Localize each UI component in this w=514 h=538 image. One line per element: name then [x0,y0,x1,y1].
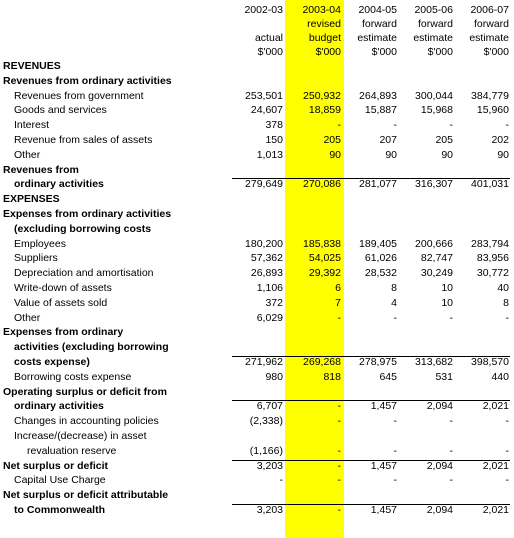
cell-value: 61,026 [364,252,397,265]
row-label: Net surplus or deficit attributable [3,489,169,502]
cell-value: 207 [379,134,397,146]
cell-value: 980 [265,370,283,383]
table-row [0,266,514,281]
cell-value: - [393,415,397,428]
row-label: Capital Use Charge [14,474,106,487]
column-unit: $'000 [257,46,283,58]
table-row [0,133,514,148]
table-row [0,414,514,429]
cell-value: 1,457 [370,504,397,516]
row-label: Goods and services [14,104,107,117]
cell-value: - [393,311,397,324]
total-rule [232,504,510,505]
column-unit: $'000 [315,46,341,58]
cell-value: - [337,474,341,487]
column-unit: $'000 [427,46,453,58]
row-label: Borrowing costs expense [14,370,132,383]
column-subheading: revised [307,18,341,30]
column-subheading: estimate [357,32,397,44]
cell-value: - [449,415,453,428]
table-row [0,340,514,355]
cell-value: - [449,444,453,457]
cell-value: 2,094 [426,459,453,472]
row-label: REVENUES [3,60,61,72]
cell-value: 316,307 [415,178,453,191]
row-label: Depreciation and amortisation [14,267,154,280]
table-row [0,296,514,311]
cell-value: 15,887 [364,104,397,117]
cell-value: 2,021 [482,400,509,413]
cell-value: - [505,119,509,132]
total-rule [232,178,510,179]
cell-value: - [337,415,341,428]
cell-value: 271,962 [245,356,283,368]
table-row [0,192,514,207]
row-label: Revenue from sales of assets [14,134,153,146]
table-row [0,473,514,488]
column-subheading: forward [473,18,509,30]
row-label: to Commonwealth [14,504,105,516]
cell-value: - [337,459,341,472]
cell-value: 205 [323,134,341,146]
row-label: Increase/(decrease) in asset [14,430,147,442]
table-row [0,488,514,503]
row-label: activities (excluding borrowing [14,341,169,354]
cell-value: 54,025 [308,252,341,265]
column-subheading: estimate [469,32,509,44]
cell-value: - [505,474,509,487]
row-label: Revenues from government [14,89,144,102]
cell-value: - [449,119,453,132]
table-row [0,59,514,74]
cell-value: 189,405 [359,237,397,250]
row-label: Other [14,311,41,324]
table-row [0,103,514,118]
row-label: Revenues from ordinary activities [3,74,172,87]
cell-value: 253,501 [245,89,283,102]
cell-value: 269,268 [303,356,341,368]
cell-value: 2,021 [482,504,509,516]
column-subheading: actual [254,32,283,44]
column-year: 2003-04 [302,4,341,16]
cell-value: 281,077 [359,178,397,191]
row-label: Expenses from ordinary activities [3,208,172,220]
cell-value: 4 [391,296,397,309]
cell-value: - [337,444,341,457]
cell-value: 83,956 [476,252,509,265]
cell-value: (1,166) [249,444,283,457]
cell-value: 180,200 [245,237,283,250]
cell-value: 401,031 [471,178,509,191]
cell-value: - [449,311,453,324]
cell-value: 18,859 [308,104,341,117]
cell-value: 2,094 [426,400,453,413]
cell-value: 1,457 [370,400,397,413]
cell-value: 300,044 [415,89,453,102]
table-row [0,177,514,192]
column-unit: $'000 [371,46,397,58]
row-label: Changes in accounting policies [14,415,159,428]
column-year: 2002-03 [244,4,283,16]
header-year-row [0,3,514,18]
cell-value: 250,932 [303,89,341,102]
row-label: Revenues from [3,163,79,176]
row-label: ordinary activities [14,400,104,413]
cell-value: 10 [441,296,453,309]
cell-value: 384,779 [471,89,509,102]
cell-value: 26,893 [250,267,283,280]
cell-value: 440 [491,370,509,383]
cell-value: 8 [391,282,397,294]
cell-value: - [449,474,453,487]
column-year: 2006-07 [470,4,509,16]
table-row [0,89,514,104]
column-subheading: budget [308,32,341,44]
cell-value: 279,649 [245,178,283,191]
cell-value: - [505,415,509,428]
cell-value: 2,021 [482,459,509,472]
cell-value: 40 [497,282,509,294]
cell-value: - [279,474,283,487]
total-rule [232,356,510,357]
cell-value: 264,893 [359,89,397,102]
table-row [0,444,514,459]
table-row [0,503,514,518]
header-sub2-row [0,31,514,46]
cell-value: 283,794 [471,237,509,250]
cell-value: - [393,119,397,132]
row-label: Value of assets sold [14,296,108,309]
cell-value: 15,960 [476,104,509,117]
cell-value: 3,203 [256,504,283,516]
table-row [0,163,514,178]
cell-value: - [505,444,509,457]
row-label: Suppliers [14,252,58,265]
column-year: 2005-06 [414,4,453,16]
row-label: Other [14,148,41,161]
cell-value: 6 [335,282,341,294]
cell-value: - [393,474,397,487]
cell-value: - [337,504,341,516]
column-subheading: forward [417,18,453,30]
row-label: costs expense) [14,356,90,368]
cell-value: 28,532 [364,267,397,280]
table-row [0,429,514,444]
cell-value: 378 [265,119,283,132]
cell-value: 82,747 [420,252,453,265]
cell-value: 2,094 [426,504,453,516]
cell-value: - [505,311,509,324]
cell-value: 1,013 [256,148,283,161]
column-unit: $'000 [483,46,509,58]
table-row [0,148,514,163]
cell-value: 10 [441,282,453,294]
cell-value: - [393,444,397,457]
cell-value: 30,249 [420,267,453,280]
row-label: (excluding borrowing costs [14,222,152,235]
cell-value: 90 [497,148,509,161]
table-row [0,118,514,133]
total-rule [232,460,510,461]
cell-value: 398,570 [471,356,509,368]
cell-value: 6,029 [256,311,283,324]
row-label: Interest [14,119,50,132]
cell-value: 531 [435,370,453,383]
cell-value: 15,968 [420,104,453,117]
table-row [0,74,514,89]
cell-value: 7 [335,296,341,309]
header-sub1-row [0,17,514,32]
cell-value: 202 [491,134,509,146]
column-year: 2004-05 [358,4,397,16]
cell-value: 90 [385,148,397,161]
table-row [0,237,514,252]
row-label: Write-down of assets [14,282,112,294]
cell-value: 818 [323,370,341,383]
cell-value: - [337,311,341,324]
cell-value: 372 [265,296,283,309]
total-rule [232,400,510,401]
cell-value: 57,362 [250,252,283,265]
cell-value: 645 [379,370,397,383]
table-row [0,281,514,296]
row-label: Net surplus or deficit [3,459,109,472]
cell-value: (2,338) [249,415,283,428]
cell-value: 24,607 [250,104,283,117]
cell-value: 8 [503,296,509,309]
column-subheading: estimate [413,32,453,44]
row-label: Expenses from ordinary [3,326,124,339]
cell-value: - [337,400,341,413]
table-row [0,355,514,370]
cell-value: 313,682 [415,356,453,368]
table-row [0,311,514,326]
table-row [0,251,514,266]
cell-value: 29,392 [308,267,341,280]
cell-value: 205 [435,134,453,146]
column-subheading: forward [361,18,397,30]
cell-value: 30,772 [476,267,509,280]
table-row [0,222,514,237]
cell-value: 200,666 [415,237,453,250]
cell-value: 90 [441,148,453,161]
row-label: Operating surplus or deficit from [3,385,167,398]
cell-value: 90 [329,148,341,161]
row-label: Employees [14,237,66,250]
cell-value: - [337,119,341,132]
cell-value: 185,838 [303,237,341,250]
cell-value: 278,975 [359,356,397,368]
table-row [0,325,514,340]
cell-value: 1,106 [256,282,283,294]
row-label: EXPENSES [3,193,60,206]
table-row [0,459,514,474]
table-row [0,385,514,400]
cell-value: 6,707 [256,400,283,413]
row-label: revaluation reserve [27,444,117,457]
table-row [0,370,514,385]
table-row [0,399,514,414]
header-unit-row [0,45,514,60]
cell-value: 150 [265,134,283,146]
cell-value: 1,457 [370,459,397,472]
cell-value: 270,086 [303,178,341,191]
cell-value: 3,203 [256,459,283,472]
table-row [0,207,514,222]
row-label: ordinary activities [14,178,104,191]
